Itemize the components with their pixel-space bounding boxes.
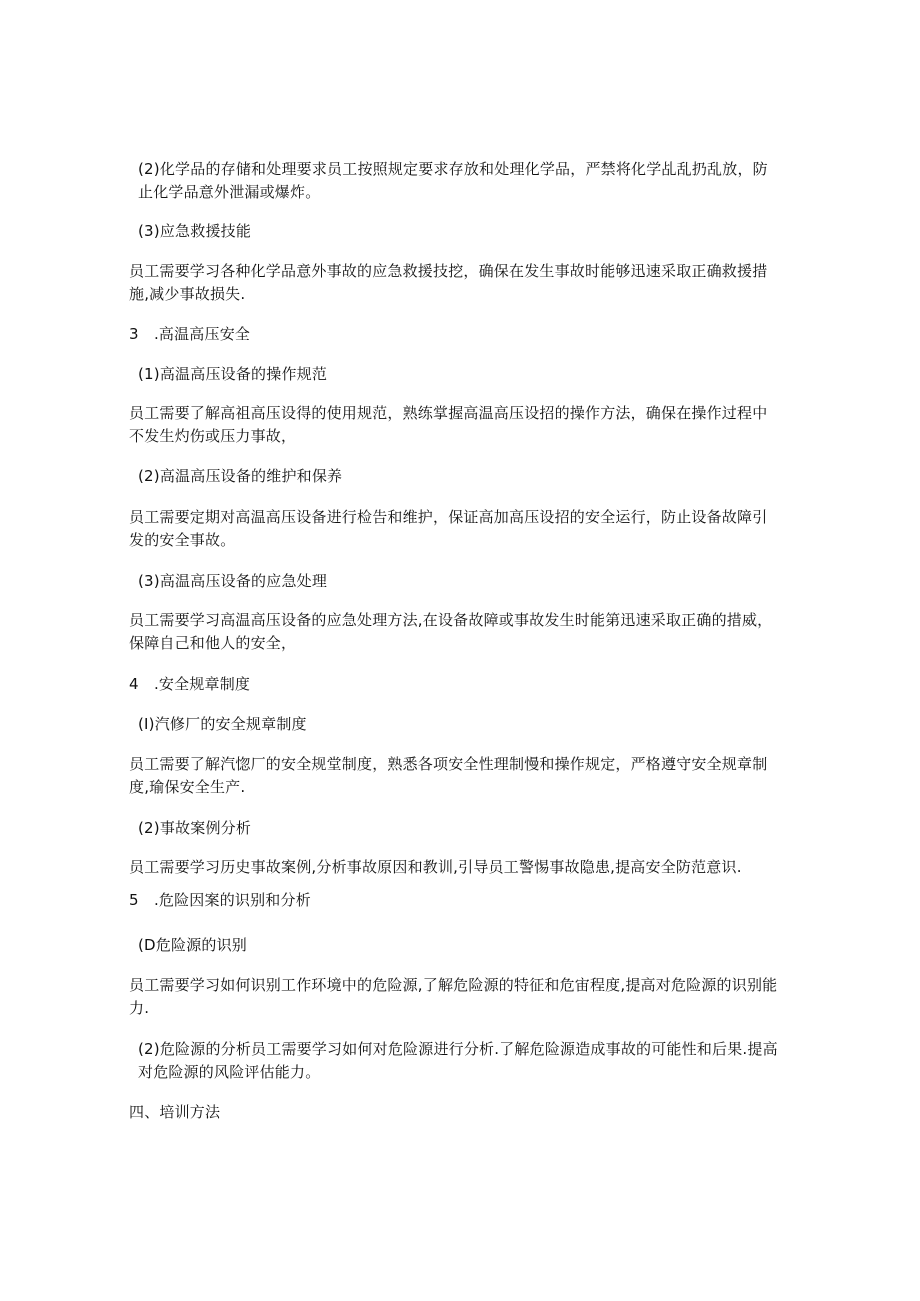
subheading-equipment-emergency: (3)高温高压设备的应急处理 <box>138 572 328 590</box>
heading-high-temp-pressure: 3 .高温高压安全 <box>129 325 251 343</box>
subheading-shop-regulations: (I)汽修厂的安全规章制度 <box>138 715 307 733</box>
heading-safety-regulations: 4 .安全规章制度 <box>129 675 251 693</box>
subheading-accident-cases: (2)事故案例分析 <box>138 819 252 837</box>
paragraph-equipment-maintenance: 员工需要定期对高温高压设备进行检告和维护，保证高加高压设招的安全运行，防止设备故障引发的安全事故。 <box>129 508 768 549</box>
paragraph-equipment-emergency: 员工需要学习高温高压设备的应急处理方法,在设备故障或事故发生时能第迅速采取正确的措威，保障自己和他人的安全， <box>129 611 773 652</box>
paragraph-hazard-identification: 员工需要学习如何识别工作环境中的危险源,了解危险源的特征和危宙程度,提高对危险源的识别能力. <box>129 976 778 1017</box>
paragraph-equipment-operation: 员工需要了解高祖高压设得的使用规范，熟练掌握高温高压设招的操作方法，确保在操作过程中不发生灼伤或压力事故， <box>129 404 768 445</box>
paragraph-chemical-storage: (2)化学品的存储和处理要求员工按照规定要求存放和处理化学品，严禁将化学乩乱扔乱放，防止化学品意外泄漏或爆炸。 <box>138 160 768 201</box>
subheading-equipment-maintenance: (2)高温高压设备的维护和保养 <box>138 467 343 485</box>
paragraph-accident-cases: 员工需要学习历史事故案例,分析事故原因和教训,引导员工警惕事故隐患,提高安全防范意识. <box>129 858 742 876</box>
paragraph-shop-regulations: 员工需要了解汽惚厂的安全规堂制度，熟悉各项安全性理制慢和操作规定，严格遵守安全规章制度,瑜保安全生产. <box>129 755 768 796</box>
subheading-equipment-operation: (1)高温高压设备的操作规范 <box>138 365 328 383</box>
subheading-hazard-identification: (D危险源的识别 <box>138 936 248 954</box>
paragraph-emergency-rescue: 员工需要学习各种化学品意外事故的应急救援技挖，确保在发生事故时能够迅速采取正确救援措施,减少事故损失. <box>129 262 768 303</box>
paragraph-hazard-analysis: (2)危险源的分析员工需要学习如何对危险源进行分析.了解危险源造成事故的可能性和后果.提高对危险源的风险评估能力。 <box>138 1040 778 1081</box>
heading-training-methods: 四、培训方法 <box>129 1103 221 1121</box>
subheading-emergency-rescue-skills: (3)应急救援技能 <box>138 222 252 240</box>
heading-hazard-identification: 5 .危险因案的识别和分析 <box>129 891 311 909</box>
